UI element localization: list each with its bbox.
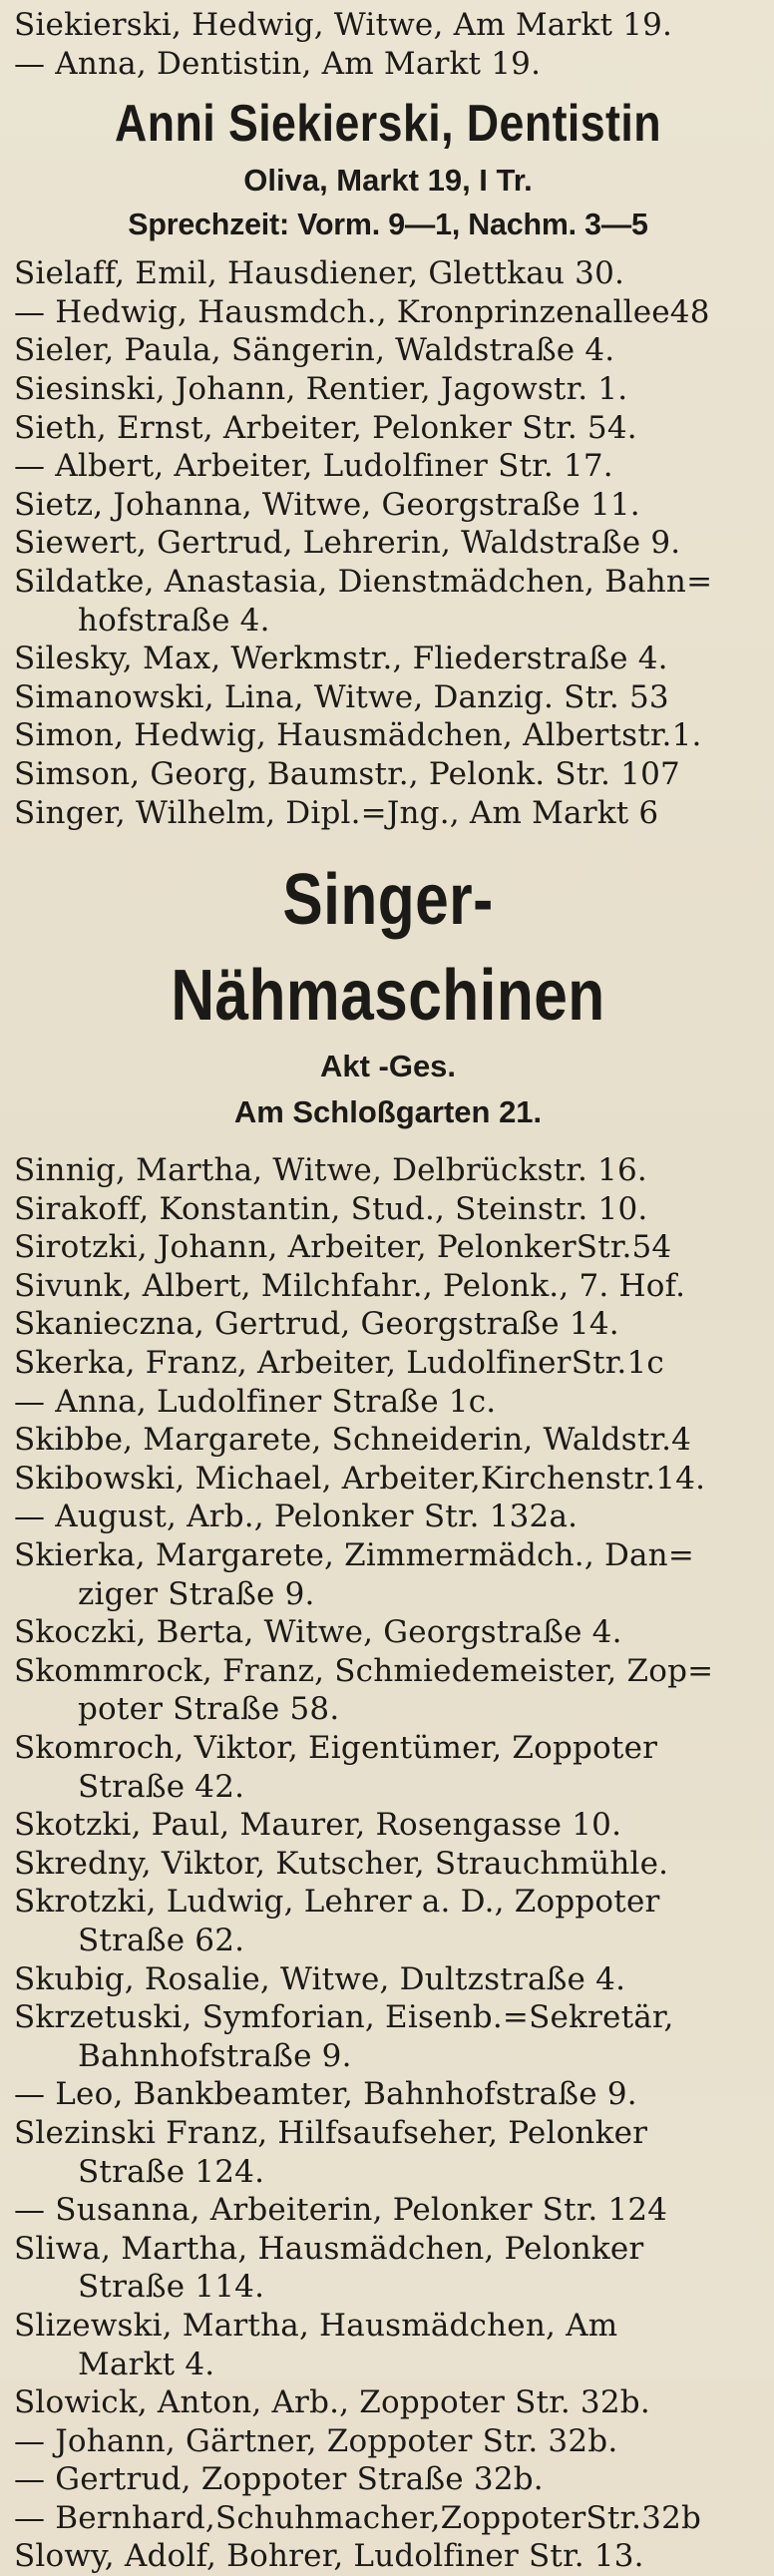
directory-entry: Sietz, Johanna, Witwe, Georgstraße 11. [14, 486, 640, 523]
directory-entry: Skoczki, Berta, Witwe, Georgstraße 4. [14, 1614, 622, 1651]
directory-entry: Skommrock, Franz, Schmiedemeister, Zop= [14, 1652, 714, 1689]
entries-block-2 [14, 254, 762, 832]
directory-entry: — Susanna, Arbeiterin, Pelonker Str. 124 [14, 2192, 668, 2229]
directory-entry: Siekierski, Hedwig, Witwe, Am Markt 19. [14, 7, 673, 43]
directory-entry: Skredny, Viktor, Kutscher, Strauchmühle. [14, 1845, 669, 1882]
directory-entry: Skibbe, Margarete, Schneiderin, Waldstr.4 [14, 1422, 692, 1459]
directory-entry: Sildatke, Anastasia, Dienstmädchen, Bahn= [14, 563, 713, 600]
directory-entry: Skrotzki, Ludwig, Lehrer a. D., Zoppoter [14, 1884, 660, 1921]
directory-entry: Sivunk, Albert, Milchfahr., Pelonk., 7. Hof. [14, 1267, 686, 1304]
directory-entry: — Johann, Gärtner, Zoppoter Str. 32b. [14, 2422, 618, 2459]
directory-entry-continuation: Bahnhofstraße 9. [78, 2037, 352, 2074]
ad-company-form: Akt -Ges. [319, 1049, 457, 1084]
directory-entry: Siesinski, Johann, Rentier, Jagowstr. 1. [14, 370, 628, 407]
directory-entry: Slowy, Adolf, Bohrer, Ludolfiner Str. 13. [14, 2538, 644, 2575]
directory-entry: Sirakoff, Konstantin, Stud., Steinstr. 10. [14, 1190, 648, 1227]
ad-title: Anni Siekierski, Dentistin [115, 95, 661, 154]
entries-block-1 [14, 6, 762, 83]
directory-entry: — Leo, Bankbeamter, Bahnhofstraße 9. [14, 2076, 637, 2113]
directory-entry-continuation: Straße 124. [78, 2153, 265, 2190]
directory-entry-continuation: Straße 42. [78, 1768, 245, 1805]
directory-entry: Skubig, Rosalie, Witwe, Dultzstraße 4. [14, 1960, 626, 1997]
directory-entry-continuation: Markt 4. [78, 2346, 215, 2382]
ad-hours: Sprechzeit: Vorm. 9—1, Nachm. 3—5 [128, 207, 648, 242]
directory-entry: — Albert, Arbeiter, Ludolfiner Str. 17. [14, 448, 613, 485]
directory-entry: Sieth, Ernst, Arbeiter, Pelonker Str. 54. [14, 409, 637, 446]
directory-entry: Singer, Wilhelm, Dipl.=Jng., Am Markt 6 [14, 794, 659, 831]
directory-entry: Slowick, Anton, Arb., Zoppoter Str. 32b. [14, 2384, 650, 2421]
directory-entry: Skerka, Franz, Arbeiter, LudolfinerStr.1c [14, 1345, 664, 1382]
ad-title: Singer-Nähmaschinen [171, 860, 605, 1037]
directory-entry: Sirotzki, Johann, Arbeiter, PelonkerStr.54 [14, 1229, 672, 1266]
directory-entry: Skibowski, Michael, Arbeiter,Kirchenstr.14. [14, 1460, 706, 1497]
advertisement-singer [14, 852, 762, 1135]
directory-entry: — Gertrud, Zoppoter Straße 32b. [14, 2461, 544, 2498]
directory-entry-continuation: Straße 114. [78, 2269, 265, 2306]
directory-entry-continuation: ziger Straße 9. [78, 1575, 315, 1612]
directory-entry: Sinnig, Martha, Witwe, Delbrückstr. 16. [14, 1152, 647, 1189]
directory-entry-continuation: poter Straße 58. [78, 1691, 340, 1728]
directory-entry: — Bernhard,Schuhmacher,ZoppoterStr.32b [14, 2499, 702, 2536]
directory-entry-continuation: hofstraße 4. [78, 602, 270, 639]
directory-entry: Simon, Hedwig, Hausmädchen, Albertstr.1. [14, 717, 702, 754]
directory-entry: — Anna, Ludolfiner Straße 1c. [14, 1383, 497, 1420]
directory-entry: Simanowski, Lina, Witwe, Danzig. Str. 53 [14, 678, 669, 715]
directory-entry: Skomroch, Viktor, Eigentümer, Zoppoter [14, 1730, 658, 1766]
directory-entry: Slizewski, Martha, Hausmädchen, Am [14, 2307, 618, 2344]
directory-entry: Simson, Georg, Baumstr., Pelonk. Str. 107 [14, 755, 680, 792]
directory-entry: Siewert, Gertrud, Lehrerin, Waldstraße 9. [14, 525, 681, 562]
directory-entry: Skanieczna, Gertrud, Georgstraße 14. [14, 1306, 619, 1343]
directory-entry: — Anna, Dentistin, Am Markt 19. [14, 45, 542, 82]
entries-block-3 [14, 1151, 762, 2576]
directory-entry: Skierka, Margarete, Zimmermädch., Dan= [14, 1537, 695, 1574]
directory-entry: — Hedwig, Hausmdch., Kronprinzenallee48 [14, 293, 710, 330]
ad-address: Oliva, Markt 19, I Tr. [243, 163, 533, 199]
directory-entry-continuation: Straße 62. [78, 1922, 245, 1958]
directory-entry: Silesky, Max, Werkmstr., Fliederstraße 4. [14, 641, 668, 677]
advertisement-dentist [14, 89, 762, 246]
directory-entry: Slezinski Franz, Hilfsaufseher, Pelonker [14, 2114, 648, 2151]
directory-entry: Sliwa, Martha, Hausmädchen, Pelonker [14, 2230, 644, 2267]
directory-entry: — August, Arb., Pelonker Str. 132a. [14, 1499, 579, 1535]
directory-entry: Sieler, Paula, Sängerin, Waldstraße 4. [14, 332, 615, 369]
ad-address: Am Schloßgarten 21. [233, 1094, 543, 1130]
directory-entry: Skotzki, Paul, Maurer, Rosengasse 10. [14, 1807, 622, 1844]
directory-entry: Skrzetuski, Symforian, Eisenb.=Sekretär, [14, 1999, 674, 2036]
directory-entry: Sielaff, Emil, Hausdiener, Glettkau 30. [14, 255, 625, 292]
